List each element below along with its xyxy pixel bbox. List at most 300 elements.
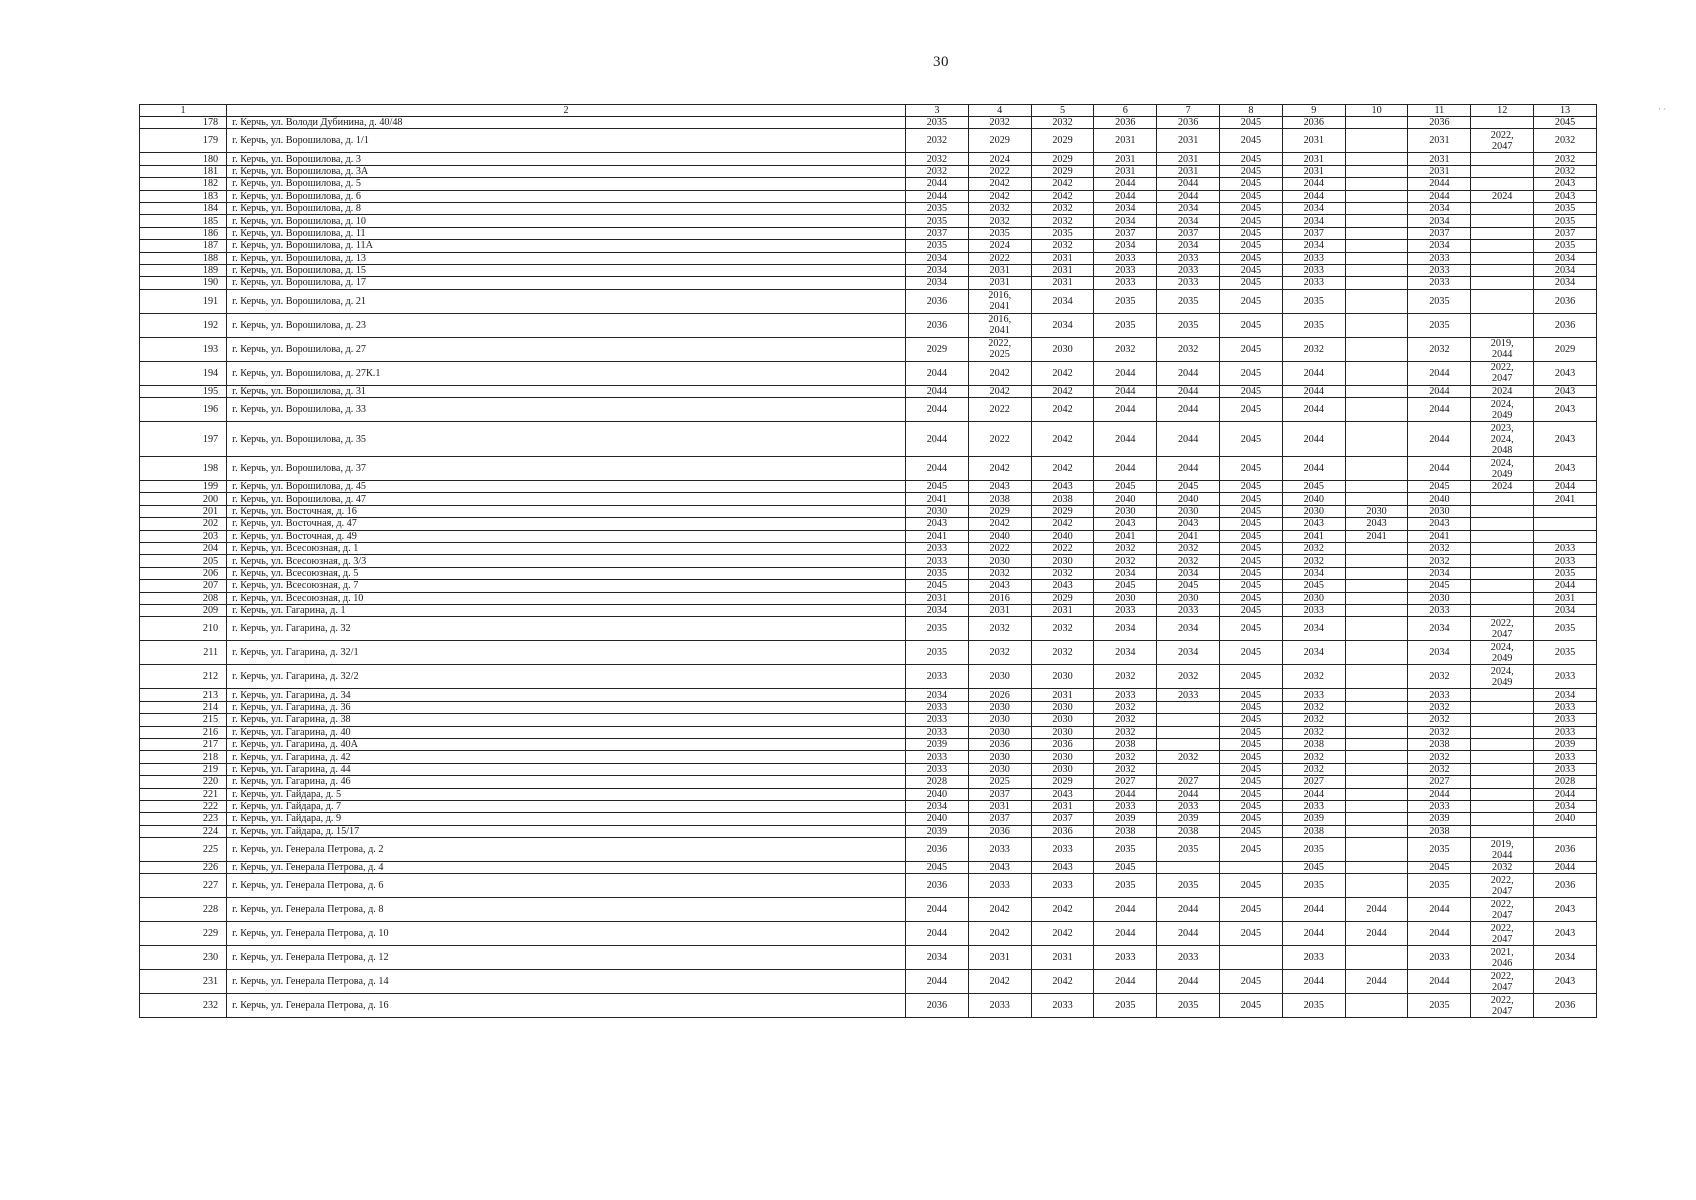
year-cell-col-8: 2045 <box>1220 751 1283 763</box>
year-cell-col-9: 2044 <box>1282 922 1345 946</box>
year-cell-col-4: 2030 <box>968 555 1031 567</box>
year-cell-col-8: 2045 <box>1220 227 1283 239</box>
row-number: 219 <box>140 763 227 775</box>
year-cell-col-9: 2037 <box>1282 227 1345 239</box>
year-cell-col-11: 2033 <box>1408 252 1471 264</box>
year-cell-col-13: 2032 <box>1534 153 1597 165</box>
year-cell-col-9: 2031 <box>1282 153 1345 165</box>
year-cell-col-6: 2033 <box>1094 252 1157 264</box>
year-cell-col-4: 2042 <box>968 178 1031 190</box>
year-cell-col-5: 2031 <box>1031 800 1094 812</box>
year-cell-col-3: 2036 <box>905 313 968 337</box>
year-cell-col-7: 2033 <box>1157 689 1220 701</box>
year-cell-col-7 <box>1157 862 1220 874</box>
year-cell-col-10 <box>1345 543 1408 555</box>
year-cell-col-11: 2043 <box>1408 518 1471 530</box>
year-cell-col-10 <box>1345 240 1408 252</box>
row-number: 187 <box>140 240 227 252</box>
row-number: 204 <box>140 543 227 555</box>
year-cell-col-7: 2034 <box>1157 617 1220 641</box>
table-row <box>140 788 1597 800</box>
year-cell-col-13: 2033 <box>1534 763 1597 775</box>
year-cell-col-7: 2034 <box>1157 567 1220 579</box>
address-cell: г. Керчь, ул. Ворошилова, д. 11А <box>227 240 906 252</box>
year-cell-col-8: 2045 <box>1220 215 1283 227</box>
year-cell-col-11: 2037 <box>1408 227 1471 239</box>
table-row <box>140 665 1597 689</box>
year-cell-col-9: 2032 <box>1282 763 1345 775</box>
year-cell-col-9: 2044 <box>1282 898 1345 922</box>
table-row <box>140 202 1597 214</box>
year-cell-col-4: 2033 <box>968 838 1031 862</box>
column-header-10: 10 <box>1345 105 1408 117</box>
row-number: 226 <box>140 862 227 874</box>
year-cell-col-11: 2044 <box>1408 178 1471 190</box>
year-cell-col-9: 2032 <box>1282 543 1345 555</box>
year-cell-col-4: 2030 <box>968 701 1031 713</box>
address-cell: г. Керчь, ул. Ворошилова, д. 8 <box>227 202 906 214</box>
year-cell-col-10 <box>1345 714 1408 726</box>
row-number: 217 <box>140 738 227 750</box>
year-cell-col-9: 2034 <box>1282 202 1345 214</box>
address-cell: г. Керчь, ул. Ворошилова, д. 35 <box>227 422 906 457</box>
year-cell-col-8: 2045 <box>1220 178 1283 190</box>
year-cell-col-4: 2032 <box>968 117 1031 129</box>
year-cell-col-10 <box>1345 689 1408 701</box>
year-cell-col-5: 2043 <box>1031 862 1094 874</box>
address-cell: г. Керчь, ул. Восточная, д. 16 <box>227 505 906 517</box>
year-cell-col-10 <box>1345 738 1408 750</box>
address-cell: г. Керчь, ул. Всесоюзная, д. 10 <box>227 592 906 604</box>
year-cell-col-7: 2044 <box>1157 398 1220 422</box>
table-row <box>140 422 1597 457</box>
year-cell-col-13: 2035 <box>1534 567 1597 579</box>
address-cell: г. Керчь, ул. Ворошилова, д. 15 <box>227 264 906 276</box>
year-cell-col-6: 2032 <box>1094 726 1157 738</box>
year-cell-col-4: 2043 <box>968 481 1031 493</box>
row-number: 191 <box>140 289 227 313</box>
year-cell-col-9: 2033 <box>1282 264 1345 276</box>
year-cell-col-13: 2044 <box>1534 580 1597 592</box>
year-cell-col-5: 2031 <box>1031 252 1094 264</box>
year-cell-col-10: 2044 <box>1345 922 1408 946</box>
year-cell-col-10: 2044 <box>1345 898 1408 922</box>
address-cell: г. Керчь, ул. Генерала Петрова, д. 14 <box>227 970 906 994</box>
year-cell-col-5: 2033 <box>1031 838 1094 862</box>
year-cell-col-5: 2043 <box>1031 481 1094 493</box>
year-cell-col-12 <box>1471 117 1534 129</box>
year-cell-col-6: 2034 <box>1094 617 1157 641</box>
year-cell-col-13: 2043 <box>1534 361 1597 385</box>
year-cell-col-6: 2044 <box>1094 398 1157 422</box>
year-cell-col-6: 2044 <box>1094 898 1157 922</box>
year-cell-col-4: 2042 <box>968 457 1031 481</box>
address-cell: г. Керчь, ул. Генерала Петрова, д. 6 <box>227 874 906 898</box>
address-cell: г. Керчь, ул. Всесоюзная, д. 7 <box>227 580 906 592</box>
column-header-8: 8 <box>1220 105 1283 117</box>
year-cell-col-8: 2045 <box>1220 763 1283 775</box>
table-row <box>140 398 1597 422</box>
year-cell-col-4: 2042 <box>968 922 1031 946</box>
year-cell-col-3: 2044 <box>905 457 968 481</box>
table-row <box>140 555 1597 567</box>
year-cell-col-3: 2035 <box>905 567 968 579</box>
year-cell-col-3: 2035 <box>905 617 968 641</box>
year-cell-col-6: 2031 <box>1094 153 1157 165</box>
year-cell-col-11: 2031 <box>1408 153 1471 165</box>
year-cell-col-11: 2030 <box>1408 592 1471 604</box>
year-cell-col-8: 2045 <box>1220 264 1283 276</box>
year-cell-col-4: 2032 <box>968 567 1031 579</box>
year-cell-col-4: 2025 <box>968 776 1031 788</box>
year-cell-col-12: 2024 <box>1471 481 1534 493</box>
year-cell-col-8: 2045 <box>1220 580 1283 592</box>
year-cell-col-7: 2044 <box>1157 898 1220 922</box>
year-cell-col-3: 2028 <box>905 776 968 788</box>
year-cell-col-3: 2033 <box>905 555 968 567</box>
year-cell-col-13: 2043 <box>1534 970 1597 994</box>
table-row <box>140 227 1597 239</box>
year-cell-col-7: 2043 <box>1157 518 1220 530</box>
year-cell-col-5: 2042 <box>1031 457 1094 481</box>
year-cell-col-9: 2032 <box>1282 555 1345 567</box>
year-cell-col-5: 2031 <box>1031 604 1094 616</box>
year-cell-col-3: 2045 <box>905 580 968 592</box>
year-cell-col-8: 2045 <box>1220 277 1283 289</box>
year-cell-col-4: 2031 <box>968 604 1031 616</box>
row-number: 224 <box>140 825 227 837</box>
year-cell-col-4: 2030 <box>968 665 1031 689</box>
year-cell-col-5: 2029 <box>1031 129 1094 153</box>
header-row <box>140 105 1597 117</box>
year-cell-col-7: 2032 <box>1157 555 1220 567</box>
year-cell-col-9: 2032 <box>1282 751 1345 763</box>
year-cell-col-10: 2044 <box>1345 970 1408 994</box>
year-cell-col-6: 2027 <box>1094 776 1157 788</box>
year-cell-col-13: 2045 <box>1534 117 1597 129</box>
year-cell-col-12 <box>1471 738 1534 750</box>
year-cell-col-3: 2043 <box>905 518 968 530</box>
year-cell-col-4: 2032 <box>968 202 1031 214</box>
year-cell-col-10 <box>1345 617 1408 641</box>
row-number: 193 <box>140 337 227 361</box>
address-cell: г. Керчь, ул. Восточная, д. 49 <box>227 530 906 542</box>
year-cell-col-7: 2044 <box>1157 788 1220 800</box>
year-cell-col-8: 2045 <box>1220 604 1283 616</box>
year-cell-col-6: 2030 <box>1094 592 1157 604</box>
year-cell-col-3: 2033 <box>905 714 968 726</box>
table-row <box>140 838 1597 862</box>
table-row <box>140 604 1597 616</box>
year-cell-col-6: 2044 <box>1094 385 1157 397</box>
address-cell: г. Керчь, ул. Ворошилова, д. 6 <box>227 190 906 202</box>
table-row <box>140 165 1597 177</box>
year-cell-col-6: 2032 <box>1094 763 1157 775</box>
year-cell-col-9: 2045 <box>1282 580 1345 592</box>
address-cell: г. Керчь, ул. Ворошилова, д. 3 <box>227 153 906 165</box>
year-cell-col-5: 2042 <box>1031 922 1094 946</box>
table-row <box>140 518 1597 530</box>
address-cell: г. Керчь, ул. Генерала Петрова, д. 10 <box>227 922 906 946</box>
table-row <box>140 240 1597 252</box>
year-cell-col-13: 2034 <box>1534 252 1597 264</box>
year-cell-col-7: 2027 <box>1157 776 1220 788</box>
year-cell-col-11: 2034 <box>1408 215 1471 227</box>
row-number: 216 <box>140 726 227 738</box>
year-cell-col-10 <box>1345 838 1408 862</box>
address-cell: г. Керчь, ул. Гагарина, д. 44 <box>227 763 906 775</box>
year-cell-col-8: 2045 <box>1220 202 1283 214</box>
year-cell-col-5: 2042 <box>1031 178 1094 190</box>
year-cell-col-13: 2033 <box>1534 726 1597 738</box>
year-cell-col-13: 2043 <box>1534 922 1597 946</box>
year-cell-col-6: 2034 <box>1094 202 1157 214</box>
year-cell-col-5: 2031 <box>1031 689 1094 701</box>
year-cell-col-4: 2022 <box>968 165 1031 177</box>
year-cell-col-13: 2044 <box>1534 862 1597 874</box>
address-cell: г. Керчь, ул. Ворошилова, д. 1/1 <box>227 129 906 153</box>
year-cell-col-9: 2044 <box>1282 361 1345 385</box>
address-cell: г. Керчь, ул. Гагарина, д. 32/2 <box>227 665 906 689</box>
year-cell-col-9: 2044 <box>1282 190 1345 202</box>
year-cell-col-10 <box>1345 264 1408 276</box>
year-cell-col-3: 2033 <box>905 751 968 763</box>
year-cell-col-11: 2034 <box>1408 240 1471 252</box>
year-cell-col-12 <box>1471 493 1534 505</box>
year-cell-col-5: 2037 <box>1031 813 1094 825</box>
year-cell-col-3: 2034 <box>905 946 968 970</box>
year-cell-col-3: 2035 <box>905 202 968 214</box>
table-row <box>140 946 1597 970</box>
year-cell-col-6: 2038 <box>1094 825 1157 837</box>
year-cell-col-8: 2045 <box>1220 592 1283 604</box>
year-cell-col-9: 2045 <box>1282 481 1345 493</box>
year-cell-col-9: 2033 <box>1282 604 1345 616</box>
year-cell-col-9: 2034 <box>1282 215 1345 227</box>
row-number: 232 <box>140 994 227 1018</box>
year-cell-col-13: 2033 <box>1534 714 1597 726</box>
year-cell-col-9: 2034 <box>1282 240 1345 252</box>
year-cell-col-10 <box>1345 701 1408 713</box>
row-number: 225 <box>140 838 227 862</box>
year-cell-col-3: 2045 <box>905 862 968 874</box>
year-cell-col-3: 2033 <box>905 726 968 738</box>
year-cell-col-6: 2044 <box>1094 190 1157 202</box>
year-cell-col-9: 2040 <box>1282 493 1345 505</box>
year-cell-col-3: 2034 <box>905 604 968 616</box>
row-number: 203 <box>140 530 227 542</box>
year-cell-col-7: 2034 <box>1157 641 1220 665</box>
year-cell-col-4: 2029 <box>968 505 1031 517</box>
column-header-5: 5 <box>1031 105 1094 117</box>
year-cell-col-13: 2036 <box>1534 874 1597 898</box>
year-cell-col-12 <box>1471 215 1534 227</box>
year-cell-col-4: 2036 <box>968 825 1031 837</box>
year-cell-col-12 <box>1471 277 1534 289</box>
year-cell-col-7: 2035 <box>1157 994 1220 1018</box>
year-cell-col-9: 2044 <box>1282 385 1345 397</box>
year-cell-col-3: 2040 <box>905 788 968 800</box>
address-cell: г. Керчь, ул. Ворошилова, д. 33 <box>227 398 906 422</box>
address-cell: г. Керчь, ул. Гайдара, д. 5 <box>227 788 906 800</box>
address-cell: г. Керчь, ул. Гагарина, д. 40 <box>227 726 906 738</box>
year-cell-col-7: 2031 <box>1157 165 1220 177</box>
year-cell-col-8: 2045 <box>1220 337 1283 361</box>
year-cell-col-11: 2034 <box>1408 567 1471 579</box>
year-cell-col-8: 2045 <box>1220 493 1283 505</box>
year-cell-col-12: 2024, 2049 <box>1471 457 1534 481</box>
year-cell-col-9: 2034 <box>1282 617 1345 641</box>
address-cell: г. Керчь, ул. Генерала Петрова, д. 4 <box>227 862 906 874</box>
year-cell-col-6: 2038 <box>1094 738 1157 750</box>
year-cell-col-5: 2030 <box>1031 337 1094 361</box>
year-cell-col-13: 2040 <box>1534 813 1597 825</box>
table-row <box>140 701 1597 713</box>
table-row <box>140 215 1597 227</box>
year-cell-col-11: 2032 <box>1408 751 1471 763</box>
year-cell-col-11: 2044 <box>1408 922 1471 946</box>
year-cell-col-11: 2035 <box>1408 289 1471 313</box>
year-cell-col-5: 2029 <box>1031 776 1094 788</box>
year-cell-col-7: 2032 <box>1157 337 1220 361</box>
year-cell-col-11: 2033 <box>1408 604 1471 616</box>
year-cell-col-7 <box>1157 714 1220 726</box>
year-cell-col-7: 2044 <box>1157 385 1220 397</box>
year-cell-col-11: 2036 <box>1408 117 1471 129</box>
year-cell-col-3: 2034 <box>905 252 968 264</box>
row-number: 180 <box>140 153 227 165</box>
year-cell-col-5: 2031 <box>1031 264 1094 276</box>
year-cell-col-12 <box>1471 763 1534 775</box>
year-cell-col-12 <box>1471 751 1534 763</box>
year-cell-col-9: 2035 <box>1282 838 1345 862</box>
table-row <box>140 264 1597 276</box>
column-header-9: 9 <box>1282 105 1345 117</box>
year-cell-col-11: 2044 <box>1408 970 1471 994</box>
year-cell-col-6: 2034 <box>1094 240 1157 252</box>
year-cell-col-10: 2043 <box>1345 518 1408 530</box>
year-cell-col-5: 2032 <box>1031 641 1094 665</box>
year-cell-col-6: 2032 <box>1094 701 1157 713</box>
year-cell-col-13: 2035 <box>1534 215 1597 227</box>
year-cell-col-3: 2044 <box>905 190 968 202</box>
table-row <box>140 190 1597 202</box>
row-number: 195 <box>140 385 227 397</box>
year-cell-col-7 <box>1157 726 1220 738</box>
year-cell-col-13: 2035 <box>1534 617 1597 641</box>
year-cell-col-13: 2043 <box>1534 398 1597 422</box>
year-cell-col-6: 2030 <box>1094 505 1157 517</box>
address-cell: г. Керчь, ул. Всесоюзная, д. 5 <box>227 567 906 579</box>
year-cell-col-6: 2032 <box>1094 337 1157 361</box>
year-cell-col-9: 2035 <box>1282 994 1345 1018</box>
year-cell-col-12: 2019, 2044 <box>1471 838 1534 862</box>
year-cell-col-5: 2030 <box>1031 555 1094 567</box>
year-cell-col-11: 2038 <box>1408 825 1471 837</box>
address-cell: г. Керчь, ул. Ворошилова, д. 13 <box>227 252 906 264</box>
year-cell-col-6: 2034 <box>1094 215 1157 227</box>
year-cell-col-9: 2044 <box>1282 178 1345 190</box>
year-cell-col-8: 2045 <box>1220 153 1283 165</box>
year-cell-col-3: 2033 <box>905 665 968 689</box>
year-cell-col-10 <box>1345 776 1408 788</box>
year-cell-col-9: 2044 <box>1282 970 1345 994</box>
year-cell-col-3: 2034 <box>905 800 968 812</box>
year-cell-col-8: 2045 <box>1220 289 1283 313</box>
year-cell-col-9: 2043 <box>1282 518 1345 530</box>
year-cell-col-6: 2045 <box>1094 862 1157 874</box>
year-cell-col-9: 2035 <box>1282 874 1345 898</box>
table-row <box>140 862 1597 874</box>
year-cell-col-4: 2022 <box>968 398 1031 422</box>
row-number: 211 <box>140 641 227 665</box>
year-cell-col-7: 2035 <box>1157 838 1220 862</box>
year-cell-col-3: 2034 <box>905 689 968 701</box>
row-number: 209 <box>140 604 227 616</box>
year-cell-col-5: 2043 <box>1031 788 1094 800</box>
year-cell-col-7: 2033 <box>1157 252 1220 264</box>
year-cell-col-5: 2031 <box>1031 946 1094 970</box>
year-cell-col-13: 2043 <box>1534 178 1597 190</box>
row-number: 186 <box>140 227 227 239</box>
year-cell-col-5: 2029 <box>1031 505 1094 517</box>
year-cell-col-13: 2043 <box>1534 190 1597 202</box>
table-row <box>140 994 1597 1018</box>
address-cell: г. Керчь, ул. Ворошилова, д. 31 <box>227 385 906 397</box>
year-cell-col-5: 2033 <box>1031 994 1094 1018</box>
year-cell-col-8: 2045 <box>1220 738 1283 750</box>
address-cell: г. Керчь, ул. Гагарина, д. 1 <box>227 604 906 616</box>
year-cell-col-9: 2045 <box>1282 862 1345 874</box>
year-cell-col-11: 2032 <box>1408 763 1471 775</box>
year-cell-col-11: 2031 <box>1408 165 1471 177</box>
year-cell-col-5: 2036 <box>1031 825 1094 837</box>
year-cell-col-11: 2034 <box>1408 617 1471 641</box>
year-cell-col-11: 2044 <box>1408 361 1471 385</box>
year-cell-col-10 <box>1345 165 1408 177</box>
year-cell-col-3: 2036 <box>905 994 968 1018</box>
year-cell-col-8: 2045 <box>1220 788 1283 800</box>
year-cell-col-8: 2045 <box>1220 874 1283 898</box>
year-cell-col-9: 2044 <box>1282 788 1345 800</box>
year-cell-col-4: 2029 <box>968 129 1031 153</box>
year-cell-col-3: 2032 <box>905 153 968 165</box>
year-cell-col-5: 2022 <box>1031 543 1094 555</box>
year-cell-col-12: 2032 <box>1471 862 1534 874</box>
year-cell-col-7: 2031 <box>1157 153 1220 165</box>
year-cell-col-13: 2033 <box>1534 751 1597 763</box>
year-cell-col-10 <box>1345 665 1408 689</box>
year-cell-col-10 <box>1345 385 1408 397</box>
year-cell-col-13: 2031 <box>1534 592 1597 604</box>
address-cell: г. Керчь, ул. Гагарина, д. 32/1 <box>227 641 906 665</box>
year-cell-col-12: 2022, 2047 <box>1471 874 1534 898</box>
year-cell-col-5: 2029 <box>1031 165 1094 177</box>
year-cell-col-12 <box>1471 567 1534 579</box>
year-cell-col-8: 2045 <box>1220 665 1283 689</box>
year-cell-col-6: 2032 <box>1094 751 1157 763</box>
year-cell-col-4: 2032 <box>968 617 1031 641</box>
year-cell-col-10 <box>1345 457 1408 481</box>
year-cell-col-11: 2039 <box>1408 813 1471 825</box>
year-cell-col-9: 2033 <box>1282 277 1345 289</box>
column-header-1: 1 <box>140 105 227 117</box>
year-cell-col-3: 2044 <box>905 178 968 190</box>
year-cell-col-10 <box>1345 190 1408 202</box>
year-cell-col-3: 2044 <box>905 922 968 946</box>
year-cell-col-7: 2033 <box>1157 946 1220 970</box>
year-cell-col-7: 2031 <box>1157 129 1220 153</box>
